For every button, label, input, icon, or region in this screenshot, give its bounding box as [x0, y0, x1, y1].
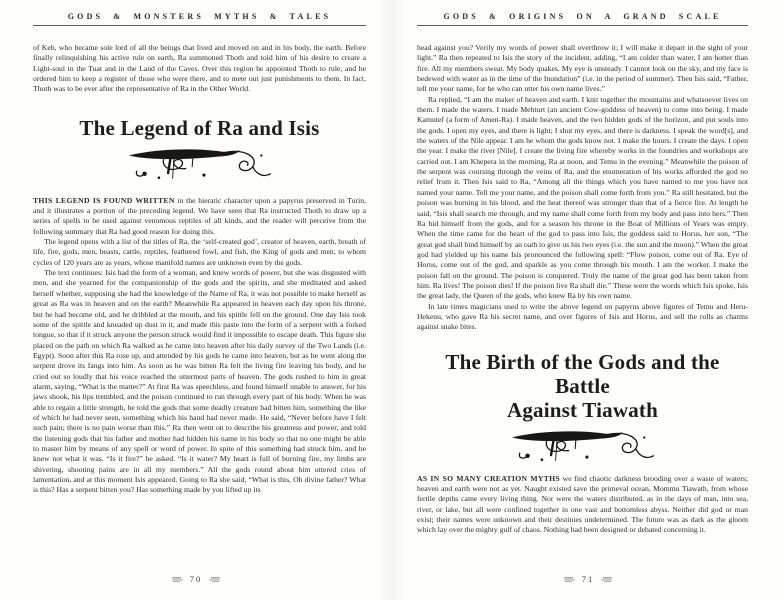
page-right: [392, 0, 784, 600]
running-header-left: GODS & MONSTERS MYTHS & TALES: [67, 12, 332, 21]
paragraph: of Keb, who became sole lord of all the beings that lived and moved on and in his body, the earth. Before finally relinquishing his active rule on earth, Ra summoned Thoth and told him of his desire to create a Light-soul in the Tuat and in the Land of the Caves. Over this region he appointed Thoth to rule, and he ordered him to keep a register of those who were there, and to mete out just punishments to them. In fact, Thoth was to be ever after the representative of Ra in the Other World.: [33, 43, 366, 94]
section-title-left: The Legend of Ra and Isis: [79, 115, 320, 140]
continuation-block-left: [33, 43, 366, 95]
continuation-block-right: [417, 43, 748, 333]
paragraph: In late times magicians used to write the above legend on papyrus above figures of Temu and Heru-Hekenu, who gave Ra his secret name, and over figures of Isis and Horus, and sell the rolls as charms against snake bites.: [417, 301, 748, 332]
paragraph: head against you? Verily my words of power shall overthrow it; I will make it depart in the sight of your light.” Ra then repeated to Isis the story of the incident, adding, “I am colder than water, I am hotter than fire. All my members sweat. My body quakes. My eye is unsteady. I cannot look on the sky, and my face is bedewed with water as in the time of the Inundation” (i.e. in the period of summer). Then Isis said, “Father, tell me your name, for he who can utter his own name lives.”: [417, 43, 748, 94]
paragraph: [417, 474, 748, 536]
section-title-line2: Against Tiawath: [506, 397, 658, 422]
header-rule-left: [33, 25, 366, 26]
body-block-left: [33, 196, 366, 496]
flourish-ornament-icon: [125, 143, 275, 185]
paragraph: The text continues: Isis had the form of a woman, and knew words of power, but she was disgusted with men, and she yearned for the companionship of the gods and the spirits, and she meditated and asked herself whether, supposing she had the knowledge of the Name of Ra, it was not possible to make herself as great as Ra was in heaven and on the earth? Meanwhile Ra appeared in heaven each day upon his throne, but he had become old, and he dribbled at the mouth, and his spittle fell on the ground. One day Isis took some of the spittle and kneaded up dust in it, and made this paste into the form of a serpent with a forked tongue, so that if it struck anyone the person struck would find it impossible to escape death. This figure she placed on the path on which Ra walked as he came into heaven after his daily survey of the Two Lands (i.e. Egypt). Soon after this Ra rose up, and attended by his gods he came into heaven, but as he went along the serpent drove its fangs into him. As soon as he was bitten Ra felt the living fire leaving his body, and he cried out so loudly that his voice reached the uttermost parts of heaven. The gods rushed to him in great alarm, saying, “What is the matter?” At first Ra was speechless, and found himself unable to answer, for his jaws shook, his lips trembled, and the poison continued to run through every part of his body. When he was able to regain a little strength, he told the gods that some deadly creature had bitten him, something the like of which he had never seen, something which his hand had never made. He said, “Never before have I felt such pain; there is no pain worse than this.” Ra then went on to describe his greatness and power, and told the listening gods that his father and mother had hidden his name in his body so that no one might be able to master him by means of any spell or word of power. In spite of this something had struck him, and he knew not what it was. “Is it fire?” he asked. “Is it water? My heart is full of burning fire, my limbs are shivering, shooting pains are in all my members.” All the gods round about him uttered cries of lamentation, and at this moment Isis appeared. Going to Ra she said, “What is this, Oh divine father? What is this? Has a serpent bitten you? Has something made by you lifted up its: [33, 268, 366, 495]
section-title-line1: The Birth of the Gods and the Battle: [445, 349, 720, 398]
page-number-value: 71: [581, 574, 595, 584]
page-number-ornament-icon: [563, 576, 576, 583]
page-number-ornament-icon: [208, 576, 221, 583]
paragraph: [33, 196, 366, 237]
page-number-value: 70: [189, 574, 203, 584]
paragraph-lead: THIS LEGEND IS FOUND WRITTEN: [33, 195, 175, 205]
paragraph: The legend opens with a list of the titles of Ra, the ‘self-created god’, creator of heaven, earth, breath of life, fire, gods, men, beasts, cattle, reptiles, feathered fowl, and fish, the King of gods and men, to whom cycles of 120 years are as years, whose manifold names are unknown even by the gods.: [33, 237, 366, 267]
flourish-ornament-icon: [508, 425, 658, 467]
paragraph-text: we find chaotic darkness brooding over a waste of waters; heaven and earth were not as yet. Naught existed save the primeval ocean, Mommu Tiawath, from whose fertile depths came every living thing. Nor were the waters distributed, as in the days of man, into sea, river, or lake, but all were confined together in one vast and bottomless abyss. Neither did god or man exist; their names were unknown and their destinies undetermined. The future was as dark as the gloom which lay over the mighty gulf of chaos. Nothing had been designed or debated concerning it.: [417, 473, 748, 535]
paragraph-lead: AS IN SO MANY CREATION MYTHS: [417, 473, 561, 483]
header-rule-right: [417, 25, 748, 26]
page-number-left: [0, 574, 392, 584]
paragraph: Ra replied, “I am the maker of heaven and earth. I knit together the mountains and whatsoever lives on them. I made the waters. I made Mehturt (an ancient Cow-goddess of heaven) to come into being. I made Kamutef (a form of Amen-Ra). I made heaven, and the two hidden gods of the horizon, and put souls into the gods. I open my eyes, and there is light; I shut my eyes, and there is darkness. I speak the word[s], and the waters of the Nile appear. I am he whom the gods know not. I make the hours. I create the days. I open the year. I make the river [Nile]. I create the living fire whereby works in the foundries and workshops are carried out. I am Khepera in the morning, Ra at noon, and Temu in the evening.” Meanwhile the poison of the serpent was coursing through the veins of Ra, and the enumeration of his works afforded the god no relief from it. Then Isis said to Ra, “Among all the things which you have named to me you have not named your name. Tell me your name, and the poison shall come forth from you.” Ra still hesitated, but the poison was burning in his blood, and the heat thereof was stronger than that of a fierce fire. At length he said, “Isis shall search me through, and my name shall come forth from my body and pass into hers.” Then Ra hid himself from the gods, and for a season his throne in the Boat of Millions of Years was empty. When the time came for the heart of the god to pass into Isis, the goddess said to Horus, her son, “The great god shall bind himself by an oath to give us his two eyes (i.e. the sun and the moon).” When the great god had yielded up his name Isis pronounced the following spell: “Flow poison, come out of Ra. Eye of Horus, come out of the god, and sparkle as you come through his mouth. I am the worker. I make the poison fall on the ground. The poison is conquered. Truly the name of the great god has been taken from him. Ra lives! The poison dies! If the poison live Ra shall die.” These were the words which Isis spoke, Isis the great lady, the Queen of the gods, who knew Ra by his own name.: [417, 94, 748, 301]
paragraph-text: in the hieratic character upon a papyrus preserved in Turin, and it illustrates a portion of the preceding legend. We have seen that Ra instructed Thoth to draw up a series of spells to be used against venomous reptiles of all kinds, and the reader will perceive from the following summary that Ra had good reason for doing this.: [33, 195, 366, 236]
running-header-right: GODS & ORIGINS ON A GRAND SCALE: [443, 12, 722, 21]
page-number-ornament-icon: [171, 576, 184, 583]
page-number-right: [392, 574, 784, 584]
page-number-ornament-icon: [600, 576, 613, 583]
section-title-right: [417, 350, 748, 422]
body-block-right: [417, 474, 748, 536]
